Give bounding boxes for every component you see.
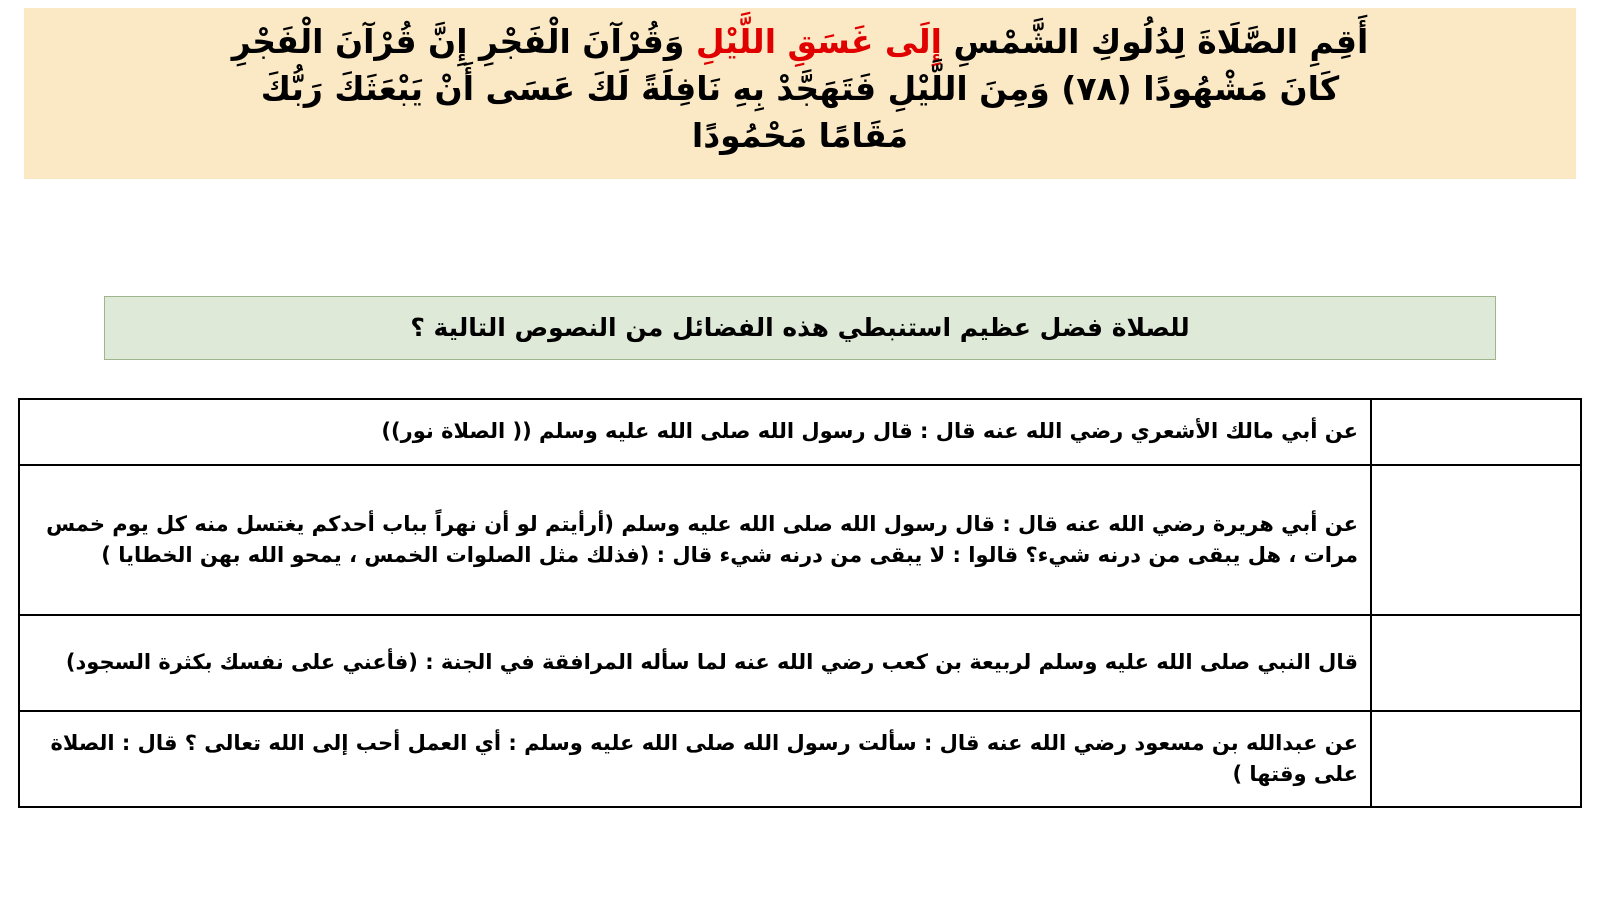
ayah-line-3: مَقَامًا مَحْمُودًا bbox=[691, 115, 909, 155]
hadith-cell bbox=[19, 465, 1371, 615]
ayah-banner bbox=[24, 8, 1576, 179]
hadith-text: عن أبي مالك الأشعري رضي الله عنه قال : قال رسول الله صلى الله عليه وسلم (( الصلاة نور)) bbox=[381, 419, 1358, 444]
answer-cell[interactable] bbox=[1371, 465, 1581, 615]
ayah-line-1 bbox=[41, 19, 1559, 66]
ayah-segment-plain-2: وَقُرْآنَ الْفَجْرِ إِنَّ قُرْآنَ الْفَجْرِ bbox=[231, 22, 696, 61]
hadith-table bbox=[18, 398, 1582, 808]
table-row bbox=[19, 615, 1581, 711]
hadith-text: عن أبي هريرة رضي الله عنه قال : قال رسول الله صلى الله عليه وسلم (أرأيتم لو أن نهراً بباب أحدكم يغتسل منه كل يوم خمس مرات ، هل يبقى من درنه شيء؟ قالوا : لا يبقى من درنه شيء قال : (فذلك مثل الصلوات الخمس ، يمحو الله بهن الخطايا ) bbox=[46, 511, 1358, 567]
question-box bbox=[104, 296, 1496, 360]
hadith-cell bbox=[19, 615, 1371, 711]
question-text: للصلاة فضل عظيم استنبطي هذه الفضائل من النصوص التالية ؟ bbox=[410, 313, 1190, 342]
ayah-segment-highlighted: إِلَى غَسَقِ اللَّيْلِ bbox=[695, 22, 942, 61]
table-row bbox=[19, 465, 1581, 615]
answer-cell[interactable] bbox=[1371, 615, 1581, 711]
hadith-cell bbox=[19, 399, 1371, 465]
hadith-text: قال النبي صلى الله عليه وسلم لربيعة بن كعب رضي الله عنه لما سأله المرافقة في الجنة : (فأعني على نفسك بكثرة السجود) bbox=[65, 650, 1358, 675]
ayah-line-2: كَانَ مَشْهُودًا (٧٨) وَمِنَ اللَّيْلِ فَتَهَجَّدْ بِهِ نَافِلَةً لَكَ عَسَى أَنْ يَبْعَثَكَ رَبُّكَ bbox=[260, 68, 1340, 108]
answer-cell[interactable] bbox=[1371, 399, 1581, 465]
ayah-segment-plain: أَقِمِ الصَّلَاةَ لِدُلُوكِ الشَّمْسِ bbox=[941, 22, 1369, 61]
table-row bbox=[19, 399, 1581, 465]
table-row bbox=[19, 711, 1581, 807]
hadith-text: عن عبدالله بن مسعود رضي الله عنه قال : سألت رسول الله صلى الله عليه وسلم : أي العمل أحب إلى الله تعالى ؟ قال : الصلاة على وقتها ) bbox=[50, 730, 1358, 786]
hadith-cell bbox=[19, 711, 1371, 807]
answer-cell[interactable] bbox=[1371, 711, 1581, 807]
